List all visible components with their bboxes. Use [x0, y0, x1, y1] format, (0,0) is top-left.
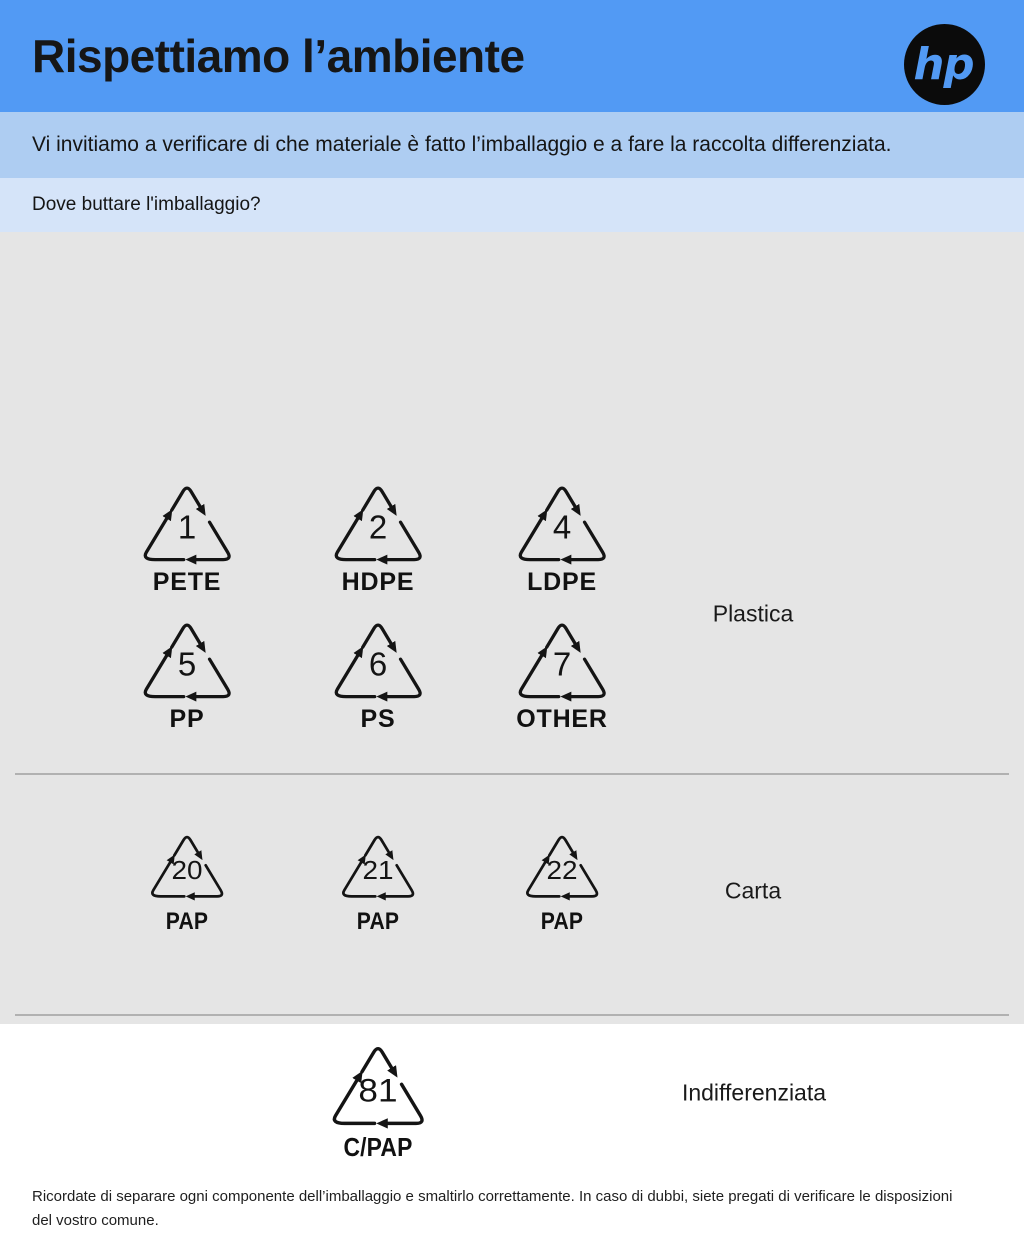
header-banner	[0, 0, 1024, 112]
symbol-label: HDPE	[341, 568, 415, 596]
svg-text:2: 2	[368, 508, 388, 546]
subheader-banner	[0, 112, 1024, 178]
symbol-label: C/PAP	[343, 1132, 413, 1162]
hp-logo-text: hp	[913, 39, 974, 90]
symbol-label: OTHER	[516, 705, 608, 733]
svg-text:81: 81	[358, 1072, 398, 1109]
recycling-symbol-cpap-81	[303, 1036, 453, 1163]
recycling-triangle-icon	[141, 827, 233, 900]
hp-logo-icon	[904, 24, 985, 105]
svg-text:7: 7	[552, 645, 572, 683]
recycling-symbol-other	[487, 613, 637, 734]
symbol-label: PAP	[356, 908, 400, 935]
symbol-label: LDPE	[527, 568, 597, 596]
recycling-symbol-pap-21	[303, 827, 453, 936]
page-title: Rispettiamo l’ambiente	[32, 30, 525, 82]
recycling-symbol-pap-22	[487, 827, 637, 936]
recycling-symbol-hdpe	[303, 476, 453, 597]
category-label-carta: Carta	[724, 877, 782, 904]
recycling-triangle-icon	[323, 476, 433, 564]
recycling-triangle-icon	[507, 613, 617, 701]
symbol-label: PAP	[540, 908, 584, 935]
recycling-symbol-ps	[303, 613, 453, 734]
recycling-symbol-pp	[112, 613, 262, 734]
symbol-label: PETE	[152, 568, 222, 596]
footer-note: Ricordate di separare ogni componente dell’imballaggio e smaltirlo correttamente. In caso di dubbi, siete pregati di verificare le disposizioni del vostro comune.	[32, 1188, 953, 1229]
svg-text:4: 4	[552, 508, 572, 546]
svg-text:20: 20	[171, 857, 203, 886]
recycling-triangle-icon	[132, 476, 242, 564]
subheader-text: Vi invitiamo a verificare di che materiale è fatto l’imballaggio e a fare la raccolta differenziata.	[32, 133, 892, 156]
svg-text:5: 5	[177, 645, 197, 683]
svg-text:22: 22	[546, 857, 578, 886]
category-label-plastica: Plastica	[712, 600, 794, 627]
section-divider	[15, 773, 1009, 775]
recycling-triangle-icon	[516, 827, 608, 900]
symbol-label: PP	[169, 705, 205, 733]
question-banner	[0, 178, 1024, 232]
recycling-triangle-icon	[323, 613, 433, 701]
recycling-panel	[0, 232, 1024, 1229]
recycling-symbol-pap-20	[112, 827, 262, 936]
recycling-triangle-icon	[507, 476, 617, 564]
section-divider	[15, 1014, 1009, 1016]
recycling-symbol-pete	[112, 476, 262, 597]
question-text: Dove buttare l'imballaggio?	[32, 194, 261, 215]
symbol-label: PAP	[165, 908, 209, 935]
svg-text:21: 21	[362, 857, 394, 886]
recycling-triangle-icon	[332, 827, 424, 900]
recycling-symbol-ldpe	[487, 476, 637, 597]
svg-text:1: 1	[177, 508, 197, 546]
svg-text:6: 6	[368, 645, 388, 683]
recycling-triangle-icon	[320, 1036, 436, 1128]
category-label-indifferenziata: Indifferenziata	[681, 1079, 827, 1106]
recycling-triangle-icon	[132, 613, 242, 701]
symbol-label: PS	[360, 705, 396, 733]
